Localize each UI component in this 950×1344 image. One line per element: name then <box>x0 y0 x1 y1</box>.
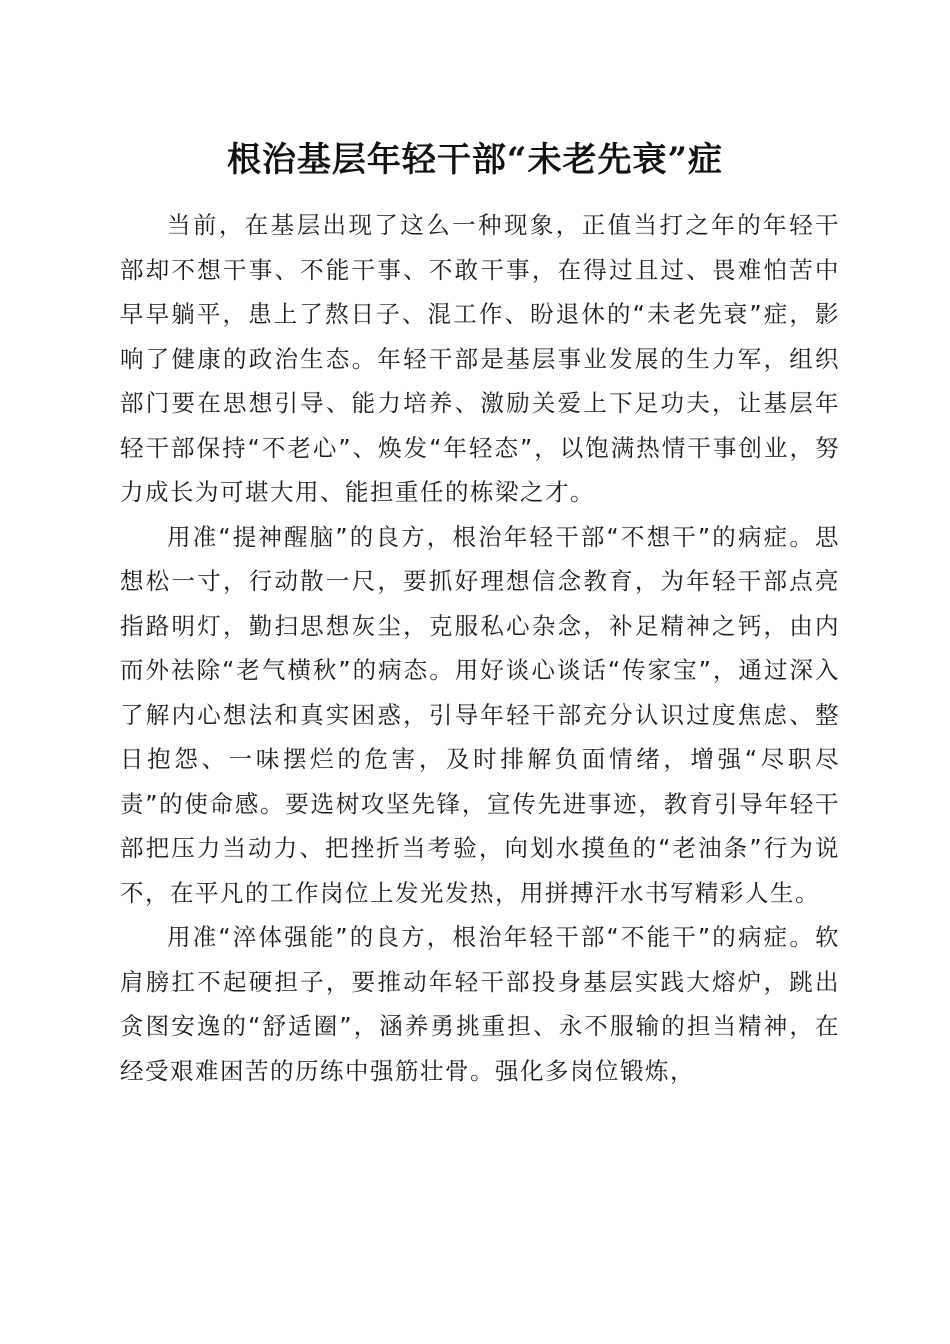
paragraph-not-able: 用准“淬体强能”的良方，根治年轻干部“不能干”的病症。软肩膀扛不起硬担子，要推动年轻干部投身基层实践大熔炉，跳出贪图安逸的“舒适圈”，涵养勇挑重担、永不服输的担当精神，在经受艰难困苦的历练中强筋壮骨。强化多岗位锻炼， <box>120 923 840 1085</box>
document-title: 根治基层年轻干部“未老先衰”症 <box>226 140 724 180</box>
paragraph-intro: 当前，在基层出现了这么一种现象，正值当打之年的年轻干部却不想干事、不能干事、不敢干事，在得过且过、畏难怕苦中早早躺平，患上了熬日子、混工作、盼退休的“未老先衰”症，影响了健康的政治生态。年轻干部是基层事业发展的生力军，组织部门要在思想引导、能力培养、激励关爱上下足功夫，让基层年轻干部保持“不老心”、焕发“年轻态”，以饱满热情干事创业，努力成长为可堪大用、能担重任的栋梁之才。 <box>120 211 840 506</box>
paragraph-not-willing: 用准“提神醒脑”的良方，根治年轻干部“不想干”的病症。思想松一寸，行动散一尺，要抓好理想信念教育，为年轻干部点亮指路明灯，勤扫思想灰尘，克服私心杂念，补足精神之钙，由内而外祛除“老气横秋”的病态。用好谈心谈话“传家宝”，通过深入了解内心想法和真实困惑，引导年轻干部充分认识过度焦虑、整日抱怨、一味摆烂的危害，及时排解负面情绪，增强“尽职尽责”的使命感。要选树攻坚先锋，宣传先进事迹，教育引导年轻干部把压力当动力、把挫折当考验，向划水摸鱼的“老油条”行为说不，在平凡的工作岗位上发光发热，用拼搏汗水书写精彩人生。 <box>120 522 840 907</box>
document-body <box>120 203 840 1093</box>
